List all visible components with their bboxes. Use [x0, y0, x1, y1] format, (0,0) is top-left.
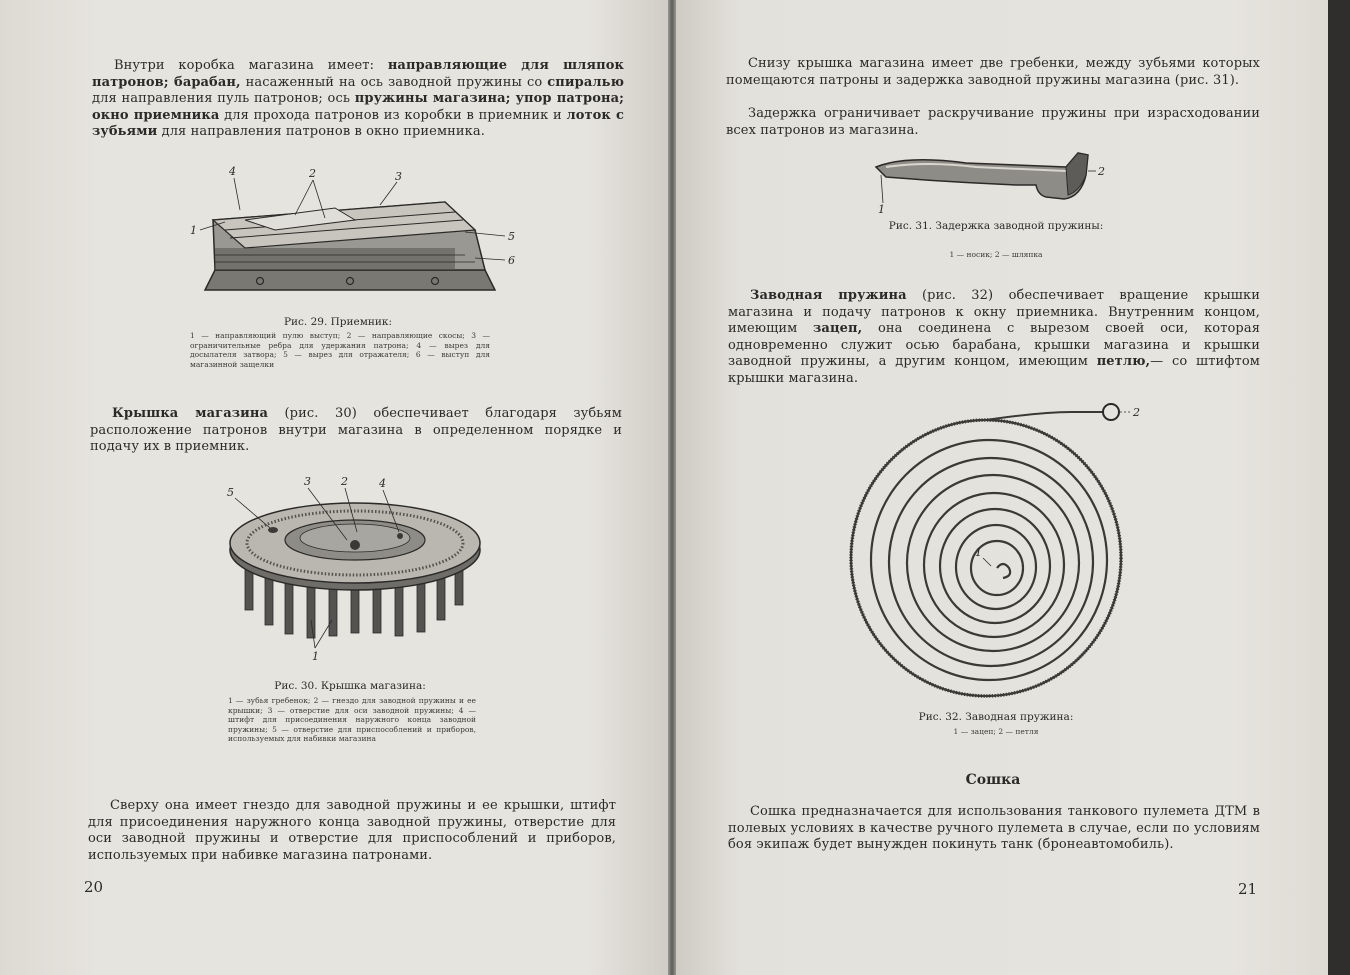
- term: пружины магазина; упор патрона; окно приемника: [92, 91, 624, 123]
- text-indent: [728, 288, 750, 303]
- left-page: [0, 0, 668, 975]
- text-indent: [90, 406, 112, 421]
- fig29-label-5: 5: [508, 230, 515, 243]
- figure-31-spring-stop-illustration: [866, 145, 1116, 215]
- term: Заводная пружина: [750, 288, 907, 303]
- figure-30-magazine-cover-illustration: [215, 470, 495, 663]
- figure-32-main-spring-illustration: [841, 390, 1141, 710]
- fig30-label-5: 5: [227, 486, 234, 499]
- figure-31-legend: 1 — носик; 2 — шляпка: [949, 250, 1043, 259]
- fig30-label-1: 1: [312, 650, 319, 663]
- term: направляющие для шляпок патронов; барабан,: [92, 58, 624, 90]
- text: (рис. 30) обеспечивает благодаря зубьям расположение патронов внутри магазина в определенном порядке и подачу их в приемник.: [90, 406, 622, 454]
- figure-32-caption: [866, 711, 1126, 724]
- paragraph-stop-function: Задержка ограничивает раскручивание пружины при израсходовании всех патронов из магазина.: [726, 106, 1260, 138]
- spring-coils: [851, 412, 1121, 696]
- figure-29-caption: [188, 316, 488, 329]
- text: для направления пуль патронов; ось: [92, 91, 355, 106]
- text: насаженный на ось заводной пружины со: [240, 74, 548, 90]
- text: для направления патронов в окно приемника.: [157, 124, 485, 139]
- term: лоток с зубьями: [92, 107, 625, 139]
- fig30-label-4: 4: [379, 477, 386, 490]
- text: она соединена с вырезом своей оси, которая одновременно служит осью барабана, крышки магазина и крышки заводной пружины, а другим концом, имеющим: [728, 321, 1260, 369]
- figure-32-legend: 1 — зацеп; 2 — петля: [953, 727, 1039, 736]
- fig29-label-6: 6: [508, 254, 515, 267]
- figure-30-title: Рис. 30. Крышка магазина:: [274, 680, 426, 692]
- term: зацеп,: [813, 321, 863, 336]
- book-gutter: [668, 0, 676, 975]
- term: спиралью: [547, 74, 625, 90]
- text: (рис. 32) обеспечивает вращение крышки магазина и подачу патронов к окну приемника. Внутренним концом, имеющим: [728, 288, 1260, 336]
- fig32-label-1: 1: [975, 546, 982, 559]
- figure-30-legend: 1 — зубья гребенок; 2 — гнездо для заводной пружины и ее крышки; 3 — отверстие для оси заводной пружины; 4 — штифт для присоединения наружного конца заводной пружины; 5 — отверстие для приспособлений и приборов, используемых для набивки магазина: [228, 696, 476, 743]
- section-heading-bipod: Сошка: [965, 772, 1021, 788]
- right-page: [676, 0, 1328, 975]
- text: Внутри коробка магазина имеет:: [114, 58, 388, 73]
- figure-29-receiver-illustration: [185, 160, 515, 300]
- figure-31-title: Рис. 31. Задержка заводной пружины:: [888, 220, 1104, 232]
- fig30-label-2: 2: [341, 475, 348, 488]
- paragraph-magazine-cover: [90, 406, 622, 456]
- fig29-label-1: 1: [190, 224, 197, 237]
- fig31-label-1: 1: [878, 203, 885, 216]
- term: Крышка магазина: [112, 406, 269, 421]
- book-outer-edge: [1328, 0, 1350, 975]
- figure-29-legend: 1 — направляющий пулю выступ; 2 — направляющие скосы; 3 — ограничительные ребра для удержания патрона; 4 — вырез для досылателя затвора; 5 — вырез для отражателя; 6 — выступ для магазинной защелки: [190, 331, 490, 369]
- page-number-left: 20: [84, 878, 104, 896]
- fig32-label-2: 2: [1133, 406, 1140, 419]
- paragraph-cover-bottom: Снизу крышка магазина имеет две гребенки, между зубьями которых помещаются патроны и задержка заводной пружины магазина (рис. 31).: [726, 56, 1260, 88]
- term: петлю,: [1096, 354, 1151, 369]
- paragraph-magazine-box: [92, 58, 624, 141]
- paragraph-main-spring: [728, 288, 1260, 387]
- figure-30-caption: [210, 680, 490, 693]
- fig29-label-3: 3: [395, 170, 402, 183]
- fig29-label-4: 4: [229, 165, 236, 178]
- text: — со штифтом крышки магазина.: [728, 354, 1260, 386]
- fig30-label-3: 3: [304, 475, 311, 488]
- fig31-label-2: 2: [1098, 165, 1105, 178]
- figure-31-caption: [866, 220, 1126, 233]
- text: для прохода патронов из коробки в приемник и: [219, 107, 567, 123]
- page-number-right: 21: [1238, 880, 1258, 898]
- paragraph-bipod: Сошка предназначается для использования танкового пулемета ДТМ в полевых условиях в качестве ручного пулемета в случае, если по условиям боя экипаж будет вынужден покинуть танк (бронеавтомобиль).: [728, 804, 1260, 852]
- paragraph-cover-top: Сверху она имеет гнездо для заводной пружины и ее крышки, штифт для присоединения наружного конца заводной пружины, отверстие для оси заводной пружины и отверстие для приспособлений и приборов, используемых при набивке магазина патронами.: [88, 798, 616, 863]
- fig29-label-2: 2: [309, 167, 316, 180]
- figure-29-title: Рис. 29. Приемник:: [283, 316, 392, 328]
- figure-32-title: Рис. 32. Заводная пружина:: [918, 711, 1074, 723]
